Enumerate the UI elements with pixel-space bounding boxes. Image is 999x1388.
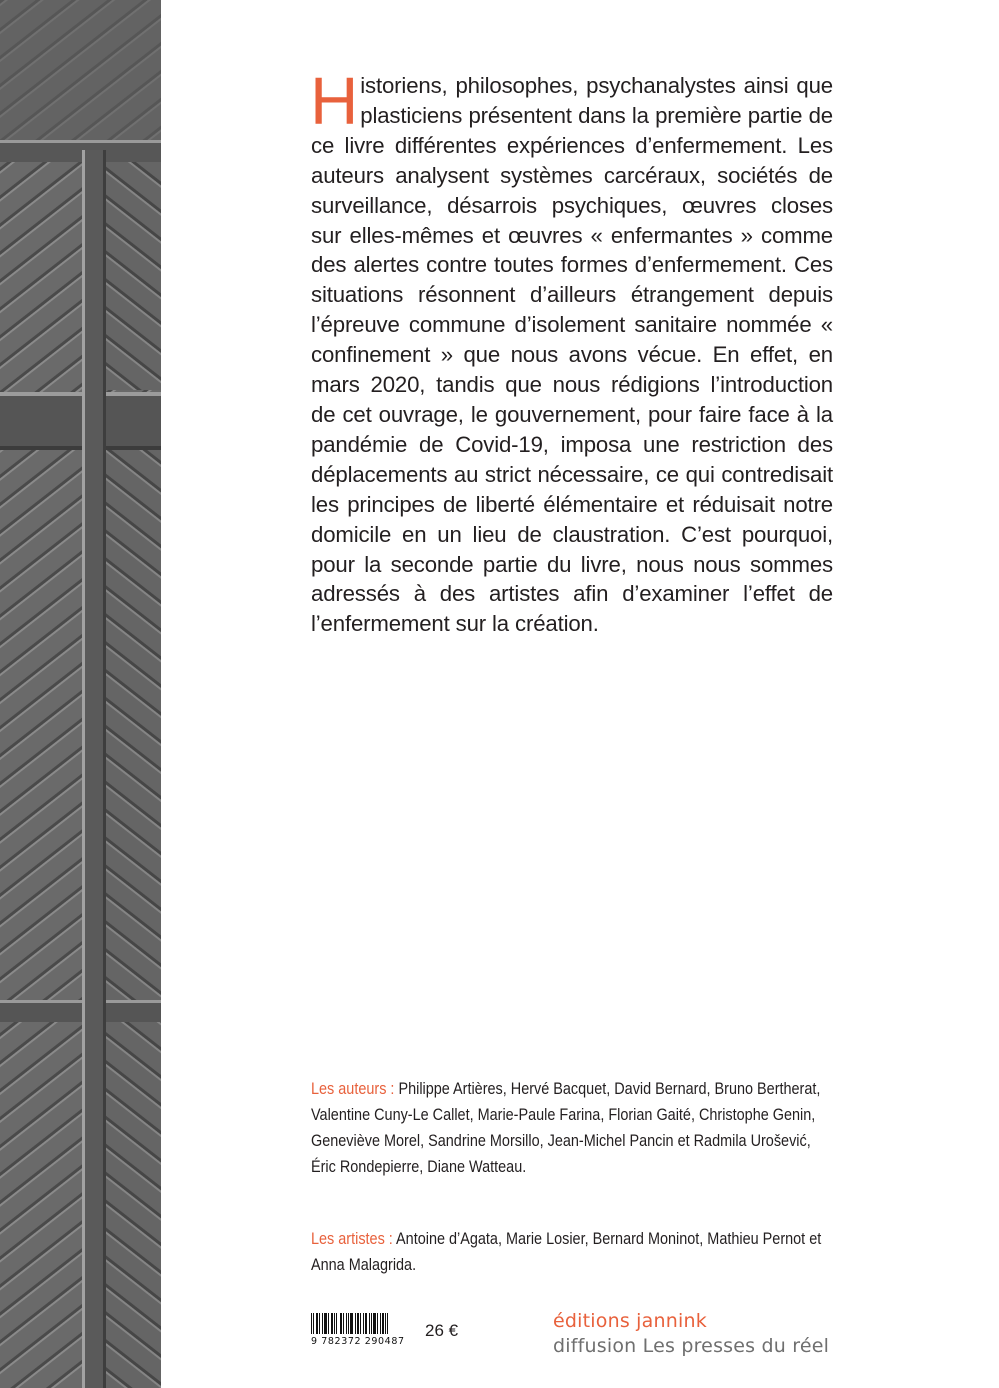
cover-photo-wooden-panels <box>0 0 161 1388</box>
authors-credit <box>311 1076 831 1180</box>
barcode-bars <box>311 1313 411 1334</box>
authors-label: Les auteurs : <box>311 1079 395 1098</box>
back-cover-blurb <box>310 64 833 639</box>
isbn-number: 9 782372 290487 <box>311 1336 405 1347</box>
artists-names: Antoine d’Agata, Marie Losier, Bernard Moninot, Mathieu Pernot et Anna Malagrida. <box>311 1229 822 1274</box>
drop-cap: H <box>310 64 359 139</box>
blurb-text: istoriens, philosophes, psychanalystes ainsi que plasticiens présentent dans la première partie de ce livre différentes expériences d’enfermement. Les auteurs analysent systèmes carcéraux, sociétés de surveillance, désarrois psychiques, œuvres closes sur elles-mêmes et œuvres « enfermantes » comme des alertes contre toutes formes d’enfermement. Ces situations résonnent d’ailleurs étrangement depuis l’épreuve commune d’isolement sanitaire nommée « confinement » que nous avons vécue. En effet, en mars 2020, tandis que nous rédigions l’introduction de cet ouvrage, le gouvernement, pour faire face à la pandémie de Covid-19, imposa une restriction des déplacements au strict nécessaire, ce qui contredisait les principes de liberté élémentaire et réduisait notre domicile en un lieu de claustration. C’est pourquoi, pour la seconde partie du livre, nous nous sommes adressés à des artistes afin d’examiner l’effet de l’enfermement sur la création. <box>311 73 833 637</box>
authors-names: Philippe Artières, Hervé Bacquet, David Bernard, Bruno Bertherat, Valentine Cuny-Le Callet, Marie-Paule Farina, Florian Gaité, Christophe Genin, Geneviève Morel, Sandrine Morsillo, Jean-Michel Pancin et Radmila Urošević, Éric Rondepierre, Diane Watteau. <box>311 1079 821 1176</box>
publisher-name: éditions jannink <box>553 1310 707 1332</box>
price: 26 € <box>425 1321 459 1340</box>
isbn-barcode <box>311 1313 411 1347</box>
artists-label: Les artistes : <box>311 1229 393 1248</box>
artists-credit <box>311 1226 831 1278</box>
publisher-block <box>553 1309 829 1359</box>
distributor: diffusion Les presses du réel <box>553 1335 830 1357</box>
